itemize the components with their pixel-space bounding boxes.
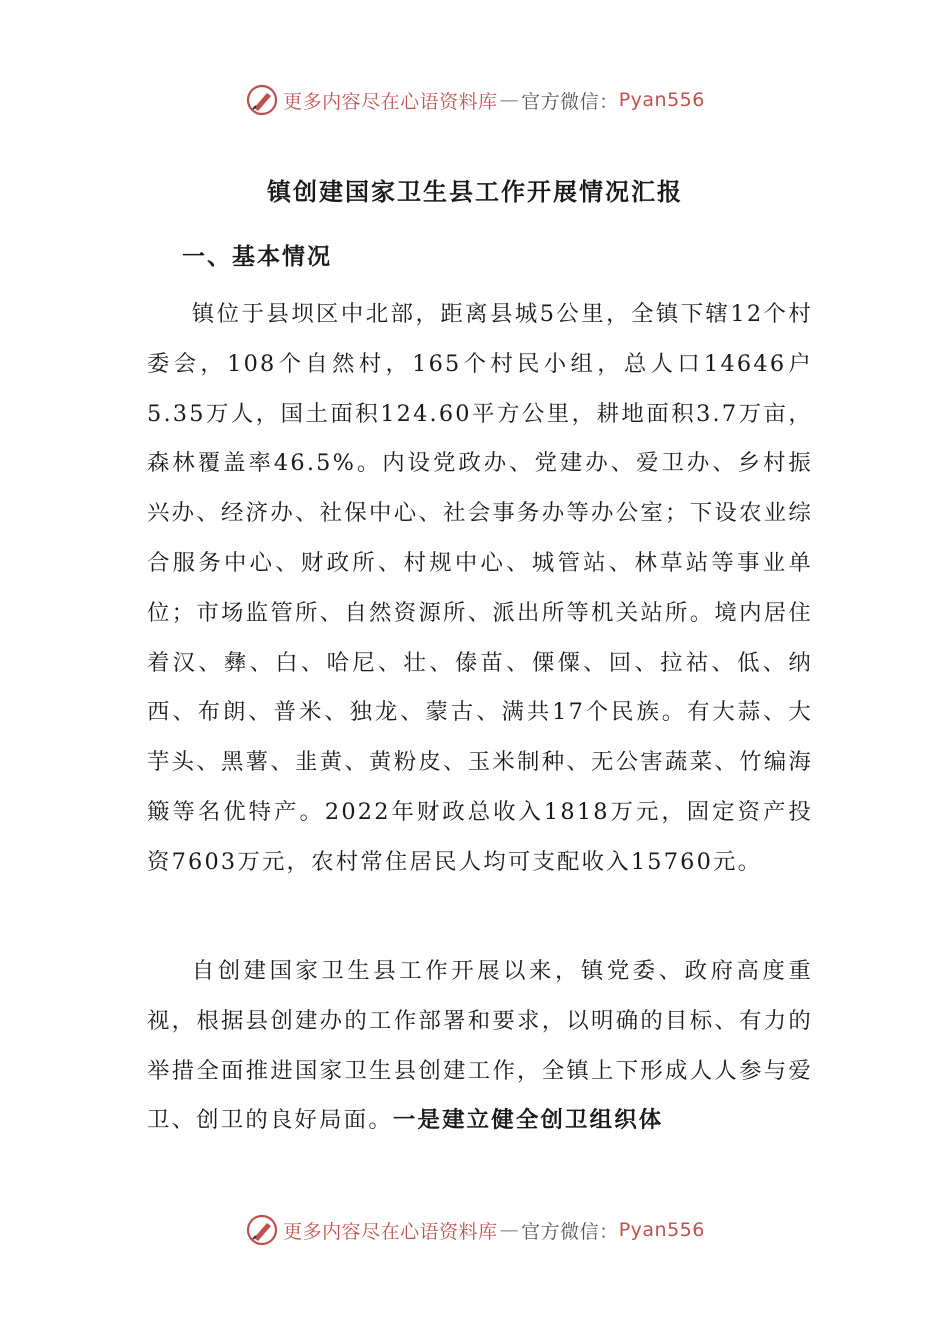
- pen-nib-logo-icon: [245, 83, 279, 117]
- pen-nib-logo-icon: [245, 1213, 279, 1247]
- watermark-banner-top: [0, 80, 950, 120]
- document-title: 镇创建国家卫生县工作开展情况汇报: [267, 177, 683, 206]
- watermark-wechat-label: 官方微信：: [521, 1220, 619, 1243]
- paragraph-work-overview-text: 自创建国家卫生县工作开展以来，镇党委、政府高度重视，根据县创建办的工作部署和要求，以明确的目标、有力的举措全面推进国家卫生县创建工作，全镇上下形成人人参与爱卫、创卫的良好局面。: [147, 958, 813, 1134]
- paragraph-work-overview: [147, 947, 813, 1146]
- watermark-main-text: 更多内容尽在心语资料库: [283, 90, 498, 113]
- watermark-separator: —: [499, 1219, 520, 1241]
- watermark-wechat-id: Pyan556: [618, 89, 705, 111]
- paragraph-basic-info: 镇位于县坝区中北部，距离县城5公里，全镇下辖12个村委会，108个自然村，165个村民小组，总人口14646户5.35万人，国土面积124.60平方公里，耕地面积3.7万亩，森林覆盖率46.5%。内设党政办、党建办、爱卫办、乡村振兴办、经济办、社保中心、社会事务办等办公室；下设农业综合服务中心、财政所、村规中心、城管站、林草站等事业单位；市场监管所、自然资源所、派出所等机关站所。境内居住着汉、彝、白、哈尼、壮、傣苗、傈僳、回、拉祜、低、纳西、布朗、普米、独龙、蒙古、满共17个民族。有大蒜、大芋头、黑薯、韭黄、黄粉皮、玉米制种、无公害蔬菜、竹编海簸等名优特产。2022年财政总收入1818万元，固定资产投资7603万元，农村常住居民人均可支配收入15760元。: [147, 301, 813, 875]
- watermark-main-text: 更多内容尽在心语资料库: [283, 1220, 498, 1243]
- section-heading: 一、基本情况: [182, 243, 332, 270]
- watermark-wechat-label: 官方微信：: [521, 90, 619, 113]
- watermark-separator: —: [499, 89, 520, 111]
- watermark-wechat-id: Pyan556: [618, 1219, 705, 1241]
- watermark-banner-bottom: [0, 1210, 950, 1250]
- paragraph-bold-lead: 一是建立健全创卫组织体: [392, 1107, 664, 1134]
